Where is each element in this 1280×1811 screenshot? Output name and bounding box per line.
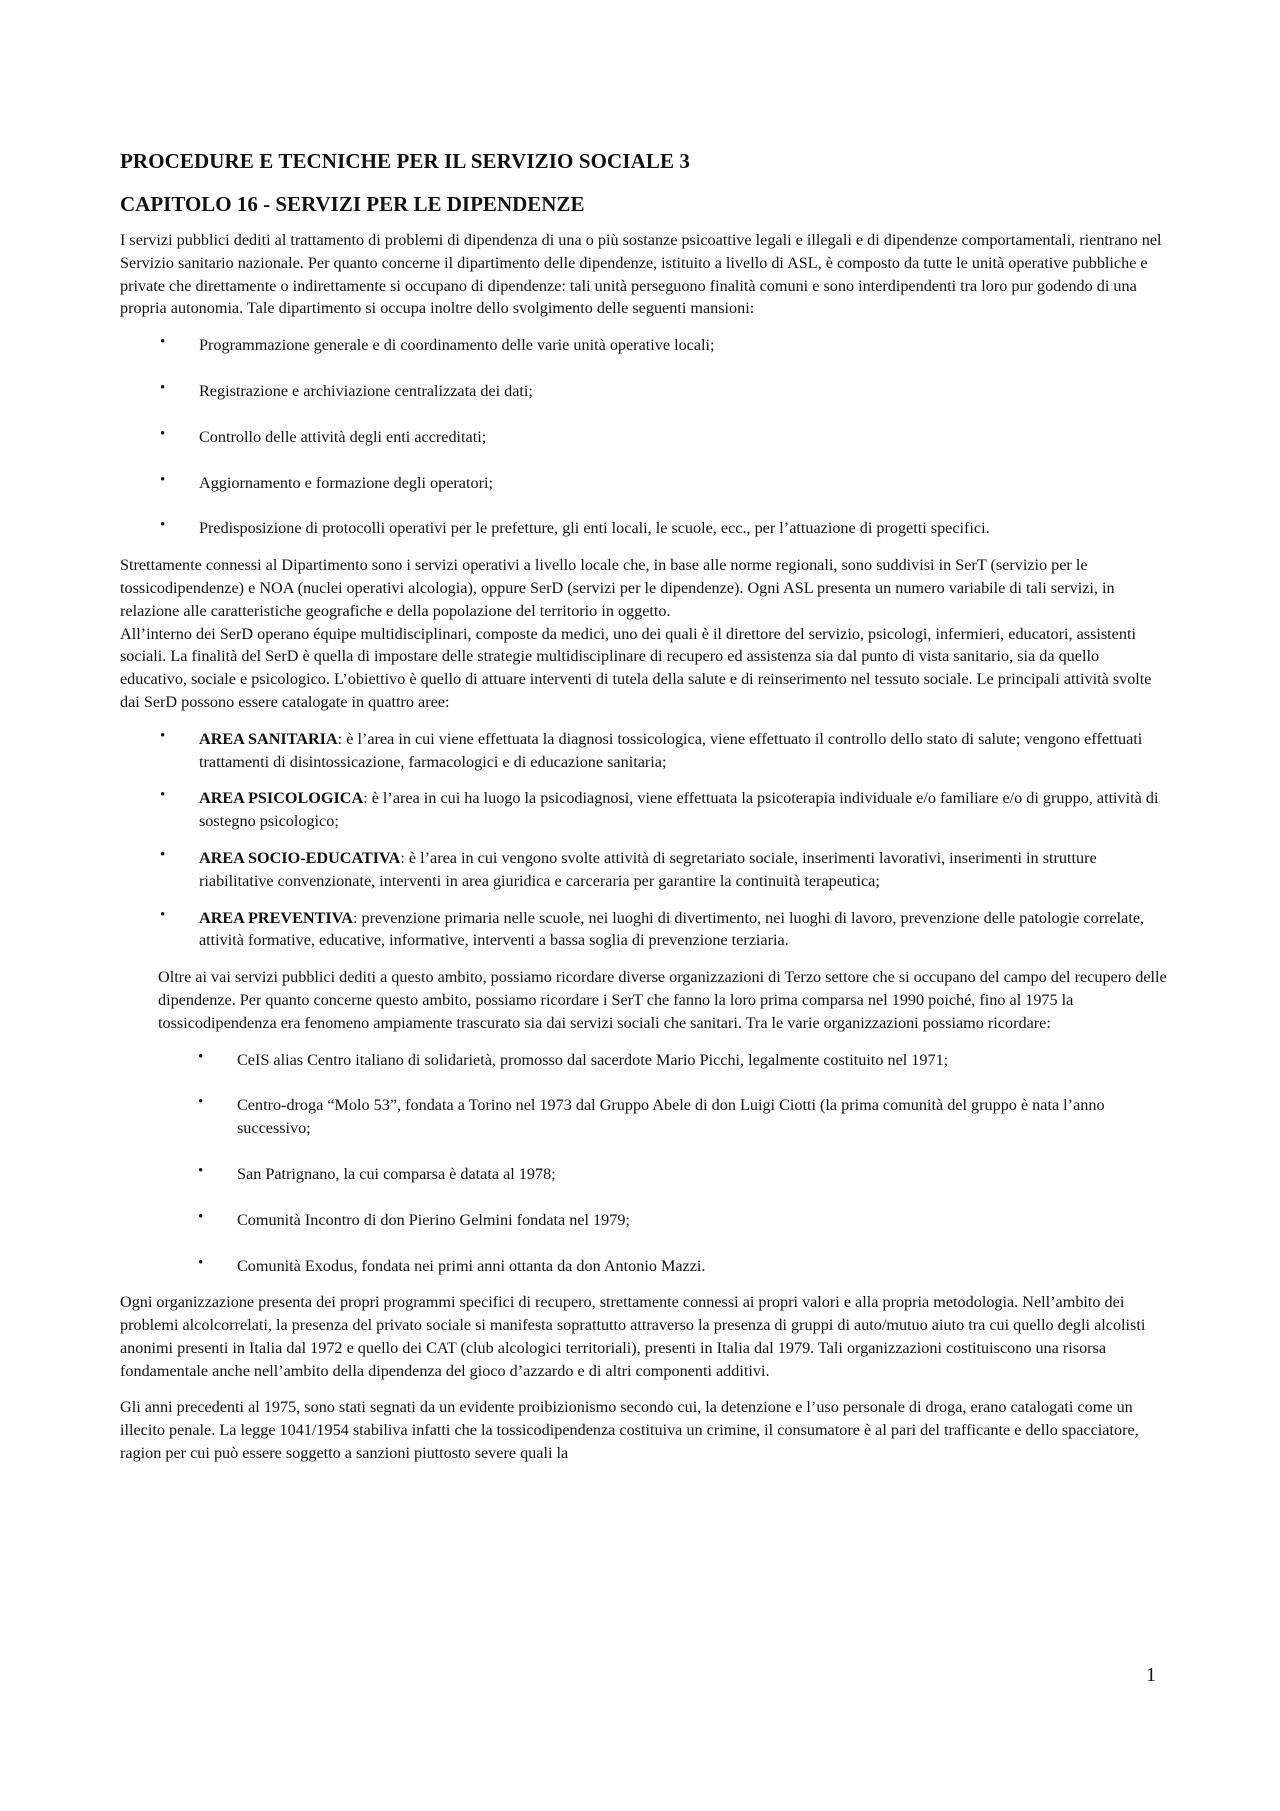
area-text: : è l’area in cui viene effettuata la diagnosi tossicologica, viene effettuato il controllo dello stato di salute; vengono effettuati trattamenti di disintossicazione, farmacologici e di educazione sanitaria; [199,729,1143,771]
area-name: AREA SOCIO-EDUCATIVA [199,848,401,867]
area-text: : prevenzione primaria nelle scuole, nei luoghi di divertimento, nei luoghi di lavoro, prevenzione delle patologie correlate, attività formative, educative, informative, interventi a bassa soglia di prevenzione terziaria. [199,908,1145,950]
page-number: 1 [1146,1664,1156,1686]
list-item: • Comunità Incontro di don Pierino Gelmini fondata nel 1979; [120,1209,1170,1232]
area-item [120,787,1170,833]
organizations-paragraph: Ogni organizzazione presenta dei propri programmi specifici di recupero, strettamente connessi ai propri valori e alla propria metodologia. Nell’ambito dei problemi alcolcorrelati, la presenza del privato sociale si manifesta soprattutto attraverso la presenza di gruppi di auto/mutuo aiuto tra cui quello degli alcolisti anonimi presenti in Italia dal 1972 e quello dei CAT (club alcologici territoriali), presenti in Italia dal 1979. Tali organizzazioni costituiscono una risorsa fondamentale anche nell’ambito della dipendenza del gioco d’azzardo e di altri componenti additivi. [120,1293,1146,1380]
services-paragraph: Strettamente connessi al Dipartimento sono i servizi operativi a livello locale che, in base alle norme regionali, sono suddivisi in SerT (servizio per le tossicodipendenze) e NOA (nuclei operativi alcologia), oppure SerD (servizi per le dipendenze). Ogni ASL presenta un numero variabile di tali servizi, in relazione alle caratteristiche geografiche e della popolazione del territorio in oggetto. [120,556,1115,620]
area-item [120,847,1170,893]
list-item: • Predisposizione di protocolli operativi per le prefetture, gli enti locali, le scuole, ecc., per l’attuazione di progetti specifici. [120,517,1170,540]
chapter-heading: CAPITOLO 16 - SERVIZI PER LE DIPENDENZE [120,192,585,216]
prohibition-paragraph: Gli anni precedenti al 1975, sono stati segnati da un evidente proibizionismo secondo cui, la detenzione e l’uso personale di droga, erano catalogati come un illecito penale. La legge 1041/1954 stabiliva infatti che la tossicodipendenza costituiva un crimine, il consumatore è al pari del trafficante e dello spacciatore, ragion per cui può essere soggetto a sanzioni piuttosto severe quali la [120,1398,1139,1463]
third-sector-paragraph: Oltre ai vai servizi pubblici dediti a questo ambito, possiamo ricordare diverse organizzazioni di Terzo settore che si occupano del campo del recupero delle dipendenze. Per quanto concerne questo ambito, possiamo ricordare i SerT che fanno la loro prima comparsa nel 1990 poiché, fino al 1975 la tossicodipendenza era fenomeno ampiamente trascurato sia dai servizi sociali che sanitari. Tra le varie organizzazioni possiamo ricordare: [158,968,1167,1032]
area-text: : è l’area in cui vengono svolte attività di segretariato sociale, inserimenti lavorativi, inserimenti in strutture riabilitative convenzionate, interventi in area giuridica e carceraria per garantire la continuità terapeutica; [199,848,1097,890]
organizations-list [120,1049,1170,1278]
list-item: • Comunità Exodus, fondata nei primi anni ottanta da don Antonio Mazzi. [120,1255,1170,1278]
intro-paragraph: I servizi pubblici dediti al trattamento di problemi di dipendenza di una o più sostanze psicoattive legali e illegali e di dipendenze comportamentali, rientrano nel Servizio sanitario nazionale. Per quanto concerne il dipartimento delle dipendenze, istituito a livello di ASL, è composto da tutte le unità operative pubbliche e private che direttamente o indirettamente si occupano di dipendenze: tali unità perseguono finalità comuni e sono interdipendenti tra loro pur godendo di una propria autonomia. Tale dipartimento si occupa inoltre dello svolgimento delle seguenti mansioni: [120,231,1162,318]
list-item: • Programmazione generale e di coordinamento delle varie unità operative locali; [120,334,1170,357]
area-item [120,907,1170,953]
list-item: • Centro-droga “Molo 53”, fondata a Torino nel 1973 dal Gruppo Abele di don Luigi Ciotti (la prima comunità del gruppo è nata l’anno successivo; [120,1094,1170,1140]
document-page [120,148,1170,1465]
list-item: • San Patrignano, la cui comparsa è datata al 1978; [120,1163,1170,1186]
serd-paragraph: All’interno dei SerD operano équipe multidisciplinari, composte da medici, uno dei quali è il direttore del servizio, psicologi, infermieri, educatori, assistenti sociali. La finalità del SerD è quella di impostare delle strategie multidisciplinare di recupero ed assistenza sia dal punto di vista sanitario, sia da quello educativo, sociale e psicologico. L’obiettivo è quello di attuare interventi di tutela della salute e di reinserimento nel tessuto sociale. Le principali attività svolte dai SerD possono essere catalogate in quattro aree: [120,624,1152,711]
list-item: • CeIS alias Centro italiano di solidarietà, promosso dal sacerdote Mario Picchi, legalmente costituito nel 1971; [120,1049,1170,1072]
area-name: AREA PSICOLOGICA [199,789,364,808]
area-name: AREA PREVENTIVA [199,908,353,927]
list-item: • Controllo delle attività degli enti accreditati; [120,426,1170,449]
area-item [120,728,1170,774]
area-name: AREA SANITARIA [199,729,338,748]
area-text: : è l’area in cui ha luogo la psicodiagnosi, viene effettuata la psicoterapia individuale e/o familiare e/o di gruppo, attività di sostegno psicologico; [199,789,1159,831]
areas-list [120,728,1170,952]
list-item: • Registrazione e archiviazione centralizzata dei dati; [120,380,1170,403]
list-item: • Aggiornamento e formazione degli operatori; [120,472,1170,495]
document-title: PROCEDURE E TECNICHE PER IL SERVIZIO SOCIALE 3 [120,149,691,173]
duties-list [120,334,1170,540]
